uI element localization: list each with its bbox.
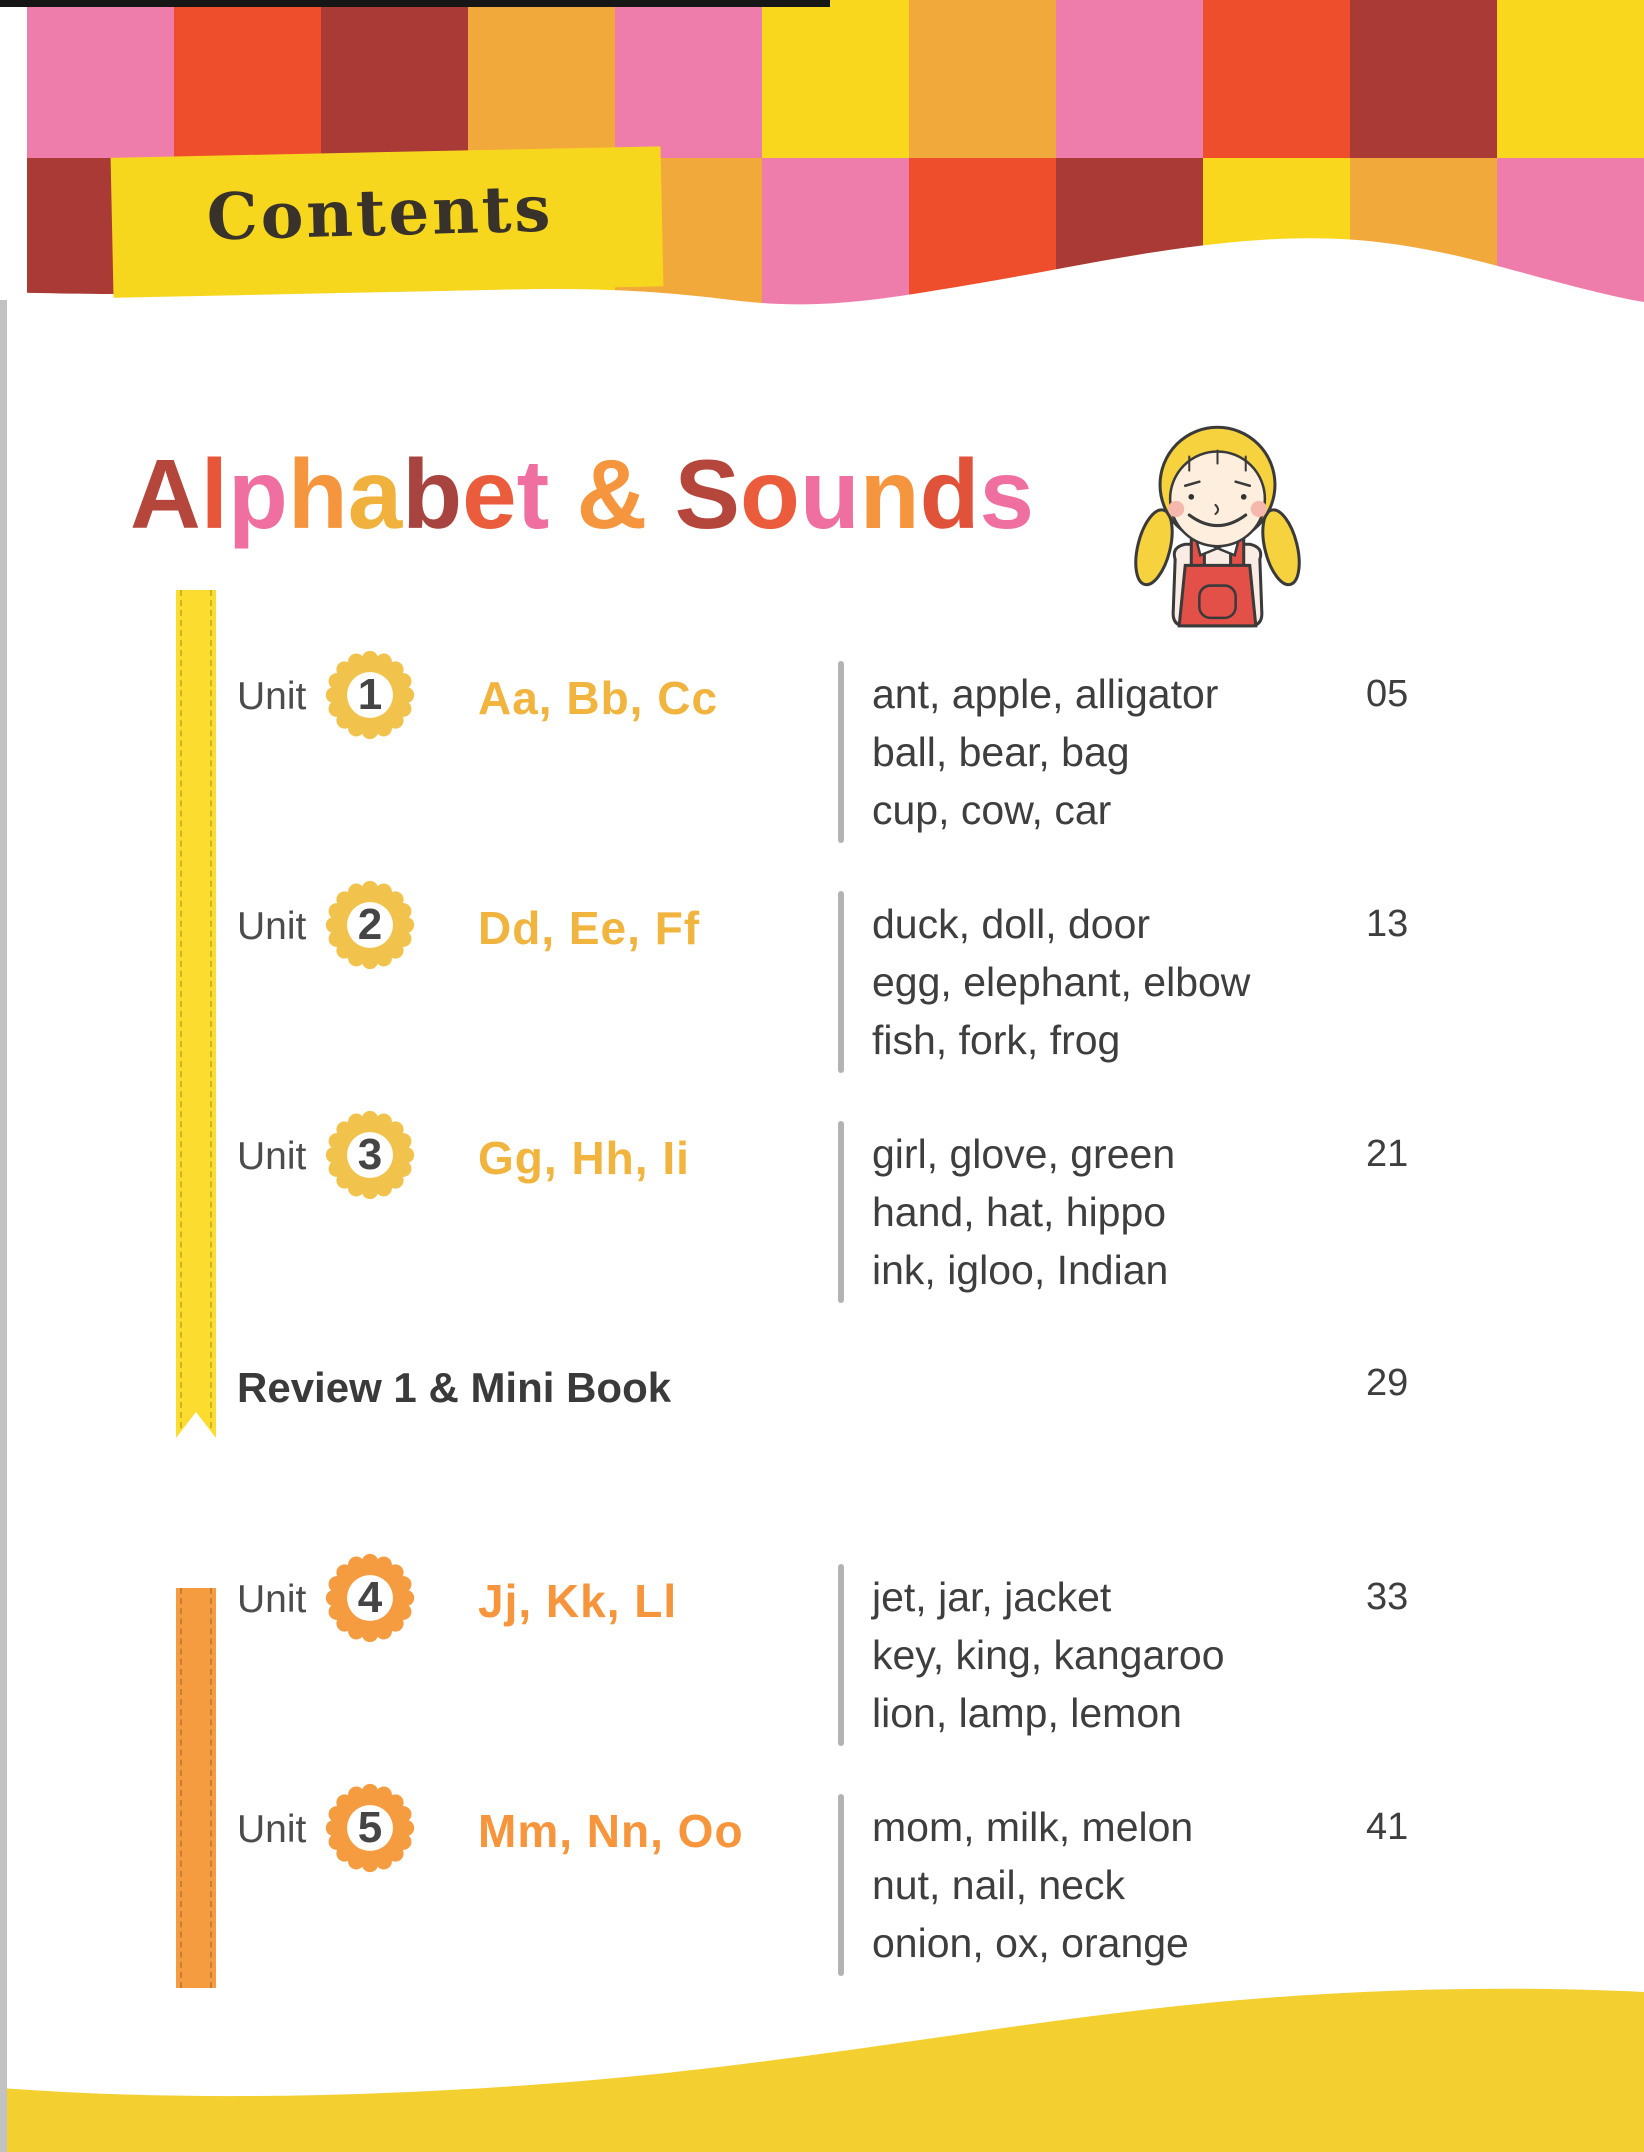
word-list: [872, 1798, 1193, 1972]
unit-label: Unit: [237, 1135, 307, 1178]
page-number: 29: [1366, 1362, 1409, 1404]
word-line: jet, jar, jacket: [872, 1574, 1112, 1620]
scan-edge-left: [0, 300, 7, 2152]
divider-line: [838, 1794, 844, 1976]
divider-line: [838, 891, 844, 1073]
word-line: onion, ox, orange: [872, 1920, 1189, 1966]
toc-row-review-1: [0, 1358, 1644, 1428]
unit-label: Unit: [237, 905, 307, 948]
word-line: duck, doll, door: [872, 901, 1151, 947]
unit-letters: Dd, Ee, Ff: [478, 902, 701, 954]
unit-letters: Aa, Bb, Cc: [478, 672, 719, 724]
word-list: [872, 665, 1218, 839]
word-line: egg, elephant, elbow: [872, 959, 1251, 1005]
page-number: 05: [1366, 673, 1409, 715]
word-list: [872, 895, 1250, 1069]
word-line: mom, milk, melon: [872, 1804, 1194, 1850]
unit-number: 5: [357, 1803, 383, 1852]
unit-number-badge: [322, 1107, 418, 1203]
unit-number-badge: [322, 1780, 418, 1876]
girl-mascot-illustration: [1125, 396, 1310, 638]
review-label: Review 1 & Mini Book: [237, 1364, 672, 1411]
page-number: 13: [1366, 903, 1409, 945]
divider-line: [838, 1121, 844, 1303]
unit-number-badge: [322, 1550, 418, 1646]
unit-number: 3: [357, 1130, 383, 1179]
unit-letters: Mm, Nn, Oo: [478, 1805, 744, 1857]
contents-heading: Contents: [205, 171, 555, 256]
word-line: ant, apple, alligator: [872, 671, 1219, 717]
word-line: cup, cow, car: [872, 787, 1112, 833]
toc-row-unit-1: [0, 655, 1644, 885]
unit-label: Unit: [237, 675, 307, 718]
unit-number: 1: [357, 670, 383, 719]
toc-row-unit-3: [0, 1115, 1644, 1345]
word-line: hand, hat, hippo: [872, 1189, 1167, 1235]
page-number: 21: [1366, 1133, 1409, 1175]
word-list: [872, 1568, 1225, 1742]
word-line: key, king, kangaroo: [872, 1632, 1225, 1678]
unit-letters: Gg, Hh, Ii: [478, 1132, 690, 1184]
divider-line: [838, 1564, 844, 1746]
divider-line: [838, 661, 844, 843]
toc-row-unit-4: [0, 1558, 1644, 1788]
unit-label: Unit: [237, 1578, 307, 1621]
word-line: fish, fork, frog: [872, 1017, 1121, 1063]
unit-number-badge: [322, 877, 418, 973]
unit-number-badge: [322, 647, 418, 743]
word-line: girl, glove, green: [872, 1131, 1176, 1177]
word-line: nut, nail, neck: [872, 1862, 1125, 1908]
toc-row-unit-2: [0, 885, 1644, 1115]
page-title: Alphabet & Sounds: [130, 439, 1034, 549]
word-line: ink, igloo, Indian: [872, 1247, 1169, 1293]
word-line: ball, bear, bag: [872, 729, 1130, 775]
scan-edge-top: [0, 0, 830, 7]
checkered-banner: [0, 0, 1644, 340]
page-number: 41: [1366, 1806, 1409, 1848]
word-line: lion, lamp, lemon: [872, 1690, 1182, 1736]
unit-label: Unit: [237, 1808, 307, 1851]
unit-letters: Jj, Kk, Ll: [478, 1575, 678, 1627]
unit-number: 4: [357, 1573, 383, 1622]
page-number: 33: [1366, 1576, 1409, 1618]
word-list: [872, 1125, 1175, 1299]
unit-number: 2: [357, 900, 383, 949]
bottom-wave-band: [0, 1982, 1644, 2152]
